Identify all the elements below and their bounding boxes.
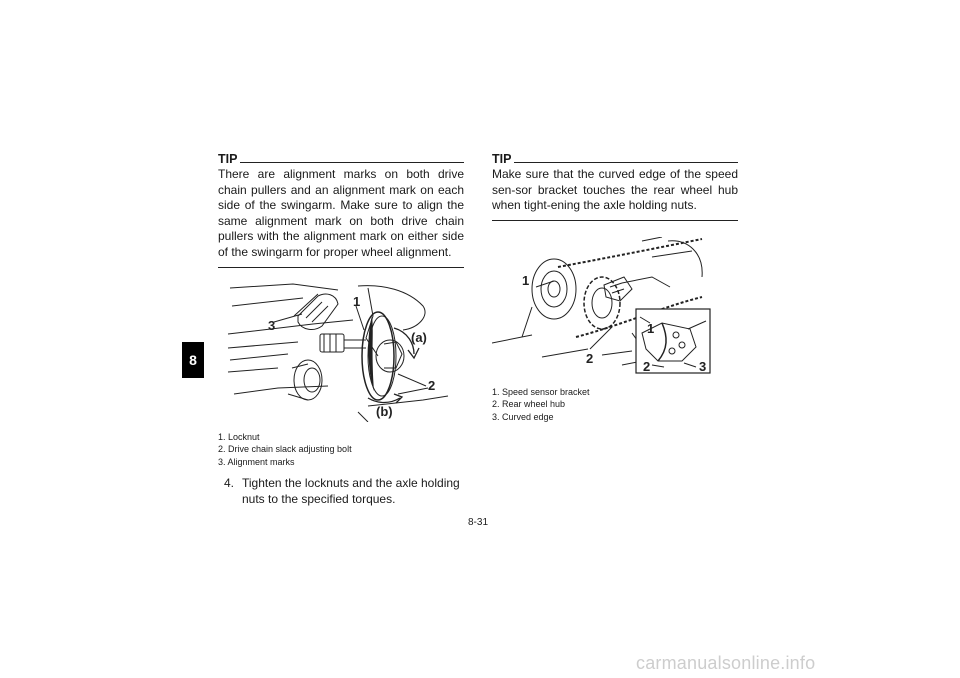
speed-sensor-figure [492,237,738,382]
chapter-tab: 8 [182,342,204,378]
tip-header [218,152,464,166]
callout-a: (a) [411,329,427,345]
tip-text: Make sure that the curved edge of the speed sen-sor bracket touches the rear wheel hub when tight-ening the axle holding nuts. [492,167,738,213]
tip-text: There are alignment marks on both drive chain pullers and an alignment mark on each side of the swingarm. Make sure to align the same alignment mark on both drive chain pullers with the alignment mark on either side of the swingarm for proper wheel alignment. [218,167,464,259]
tip-header [492,152,738,166]
step-item [218,476,464,507]
callout-2: 2 [586,350,594,366]
step-text: Tighten the locknuts and the axle holding nuts to the specified torques. [242,476,460,506]
caption-item: 2. Rear wheel hub [492,399,566,410]
tip-rule [514,162,738,163]
caption-item: 3. Alignment marks [218,456,295,467]
step-number: 4. [224,476,235,491]
alignment-figure [218,276,464,427]
inset-callout-3: 3 [699,358,707,374]
tip-end-rule [492,220,738,221]
tip-end-rule [218,267,464,268]
inset-callout-2: 2 [643,358,651,374]
caption-item: 3. Curved edge [492,411,554,422]
callout-3: 3 [268,317,276,333]
page-number: 8-31 [468,517,489,528]
tip-label: TIP [492,152,512,166]
left-column [218,152,464,507]
speed-sensor-illustration [492,237,738,377]
callout-1: 1 [522,272,530,288]
tip-label: TIP [218,152,238,166]
figure-captions [218,431,464,469]
caption-item: 1. Speed sensor bracket [492,386,590,397]
watermark: carmanualsonline.info [636,653,816,673]
tip-rule [240,162,464,163]
caption-item: 1. Locknut [218,431,260,442]
right-column [492,152,738,423]
caption-item: 2. Drive chain slack adjusting bolt [218,444,352,455]
swingarm-illustration [218,276,464,422]
figure-captions [492,386,738,424]
callout-1: 1 [353,293,361,309]
callout-2: 2 [428,377,436,393]
callout-b: (b) [376,403,393,419]
inset-callout-1: 1 [647,320,655,336]
